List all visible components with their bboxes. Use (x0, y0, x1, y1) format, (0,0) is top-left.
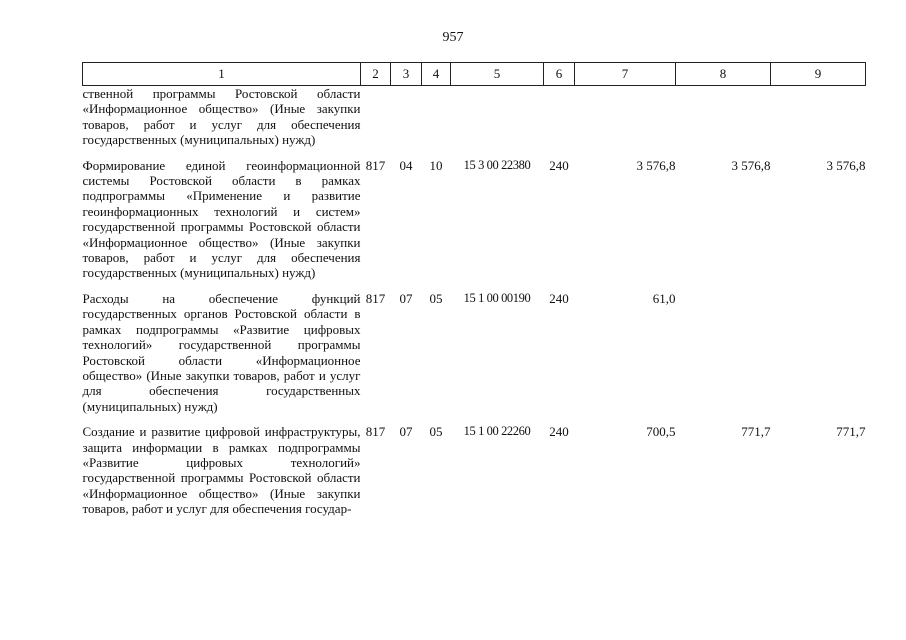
row-ministry-code (361, 86, 391, 148)
row-amount-year-3: 3 576,8 (826, 157, 866, 173)
row-amount-year-2 (676, 281, 771, 414)
column-header-1: 1 (83, 63, 361, 86)
row-ministry-code: 817 (365, 290, 386, 306)
row-ministry-code: 817 (365, 157, 386, 173)
column-header-2: 2 (361, 63, 391, 86)
row-amount-year-3 (771, 86, 866, 148)
row-subsection-code: 05 (429, 424, 443, 440)
row-amount-year-1 (575, 86, 676, 148)
page-number: 957 (442, 30, 464, 45)
column-header-5: 5 (451, 63, 544, 86)
row-expense-type: 240 (549, 157, 569, 173)
row-expense-type (544, 86, 575, 148)
row-section-code: 07 (399, 290, 413, 306)
row-description: ственной программы Ростовской области «Информационное общество» (Иные закупки товаров, работ и услуг для обеспечения государственных (муниципальных) нужд) (82, 86, 361, 148)
row-target-article (451, 86, 544, 148)
row-expense-type: 240 (549, 424, 569, 440)
row-section-code: 07 (399, 424, 413, 440)
row-amount-year-2: 3 576,8 (731, 157, 771, 173)
row-amount-year-3 (771, 281, 866, 414)
row-subsection-code (422, 86, 451, 148)
row-description: Создание и развитие цифровой инфраструктуры, защита информации в рамках подпрограммы «Развитие цифровых технологий» государственной программы Ростовской области «Информационное общество» (Иные закупки товаров, работ и услуг для обеспечения государ- (82, 424, 361, 517)
column-header-7: 7 (575, 63, 676, 86)
row-target-article: 15 3 00 22380 (463, 157, 531, 172)
row-subsection-code: 05 (429, 290, 443, 306)
table-row (83, 86, 866, 148)
table-header-row (83, 63, 866, 86)
row-amount-year-1: 700,5 (646, 424, 676, 440)
row-description: Расходы на обеспечение функций государственных органов Ростовской области в рамках подпрограммы «Развитие цифровых технологий» государственной программы Ростовской области «Информационное общество» (Иные закупки товаров, работ и услуг для обеспечения государственных (муниципальных) нужд) (82, 290, 361, 414)
column-header-6: 6 (544, 63, 575, 86)
table-row (83, 148, 866, 281)
row-subsection-code: 10 (429, 157, 443, 173)
column-header-3: 3 (391, 63, 422, 86)
row-description: Формирование единой геоинформационной системы Ростовской области в рамках подпрограммы «Применение и развитие геоинформационных технологий и систем» государственной программы Ростовской области «Информационное общество» (Иные закупки товаров, работ и услуг для обеспечения государственных (муниципальных) нужд) (82, 157, 361, 281)
row-amount-year-2: 771,7 (741, 424, 771, 440)
budget-table (82, 62, 866, 517)
row-section-code (391, 86, 422, 148)
row-amount-year-1: 61,0 (652, 290, 676, 306)
row-ministry-code: 817 (365, 424, 386, 440)
table-row (83, 281, 866, 414)
row-section-code: 04 (399, 157, 413, 173)
column-header-8: 8 (676, 63, 771, 86)
column-header-9: 9 (771, 63, 866, 86)
table-row (83, 414, 866, 516)
row-amount-year-1: 3 576,8 (636, 157, 676, 173)
row-expense-type: 240 (549, 290, 569, 306)
row-target-article: 15 1 00 22260 (463, 424, 531, 439)
row-amount-year-2 (676, 86, 771, 148)
column-header-4: 4 (422, 63, 451, 86)
row-amount-year-3: 771,7 (836, 424, 866, 440)
row-target-article: 15 1 00 00190 (463, 290, 531, 305)
